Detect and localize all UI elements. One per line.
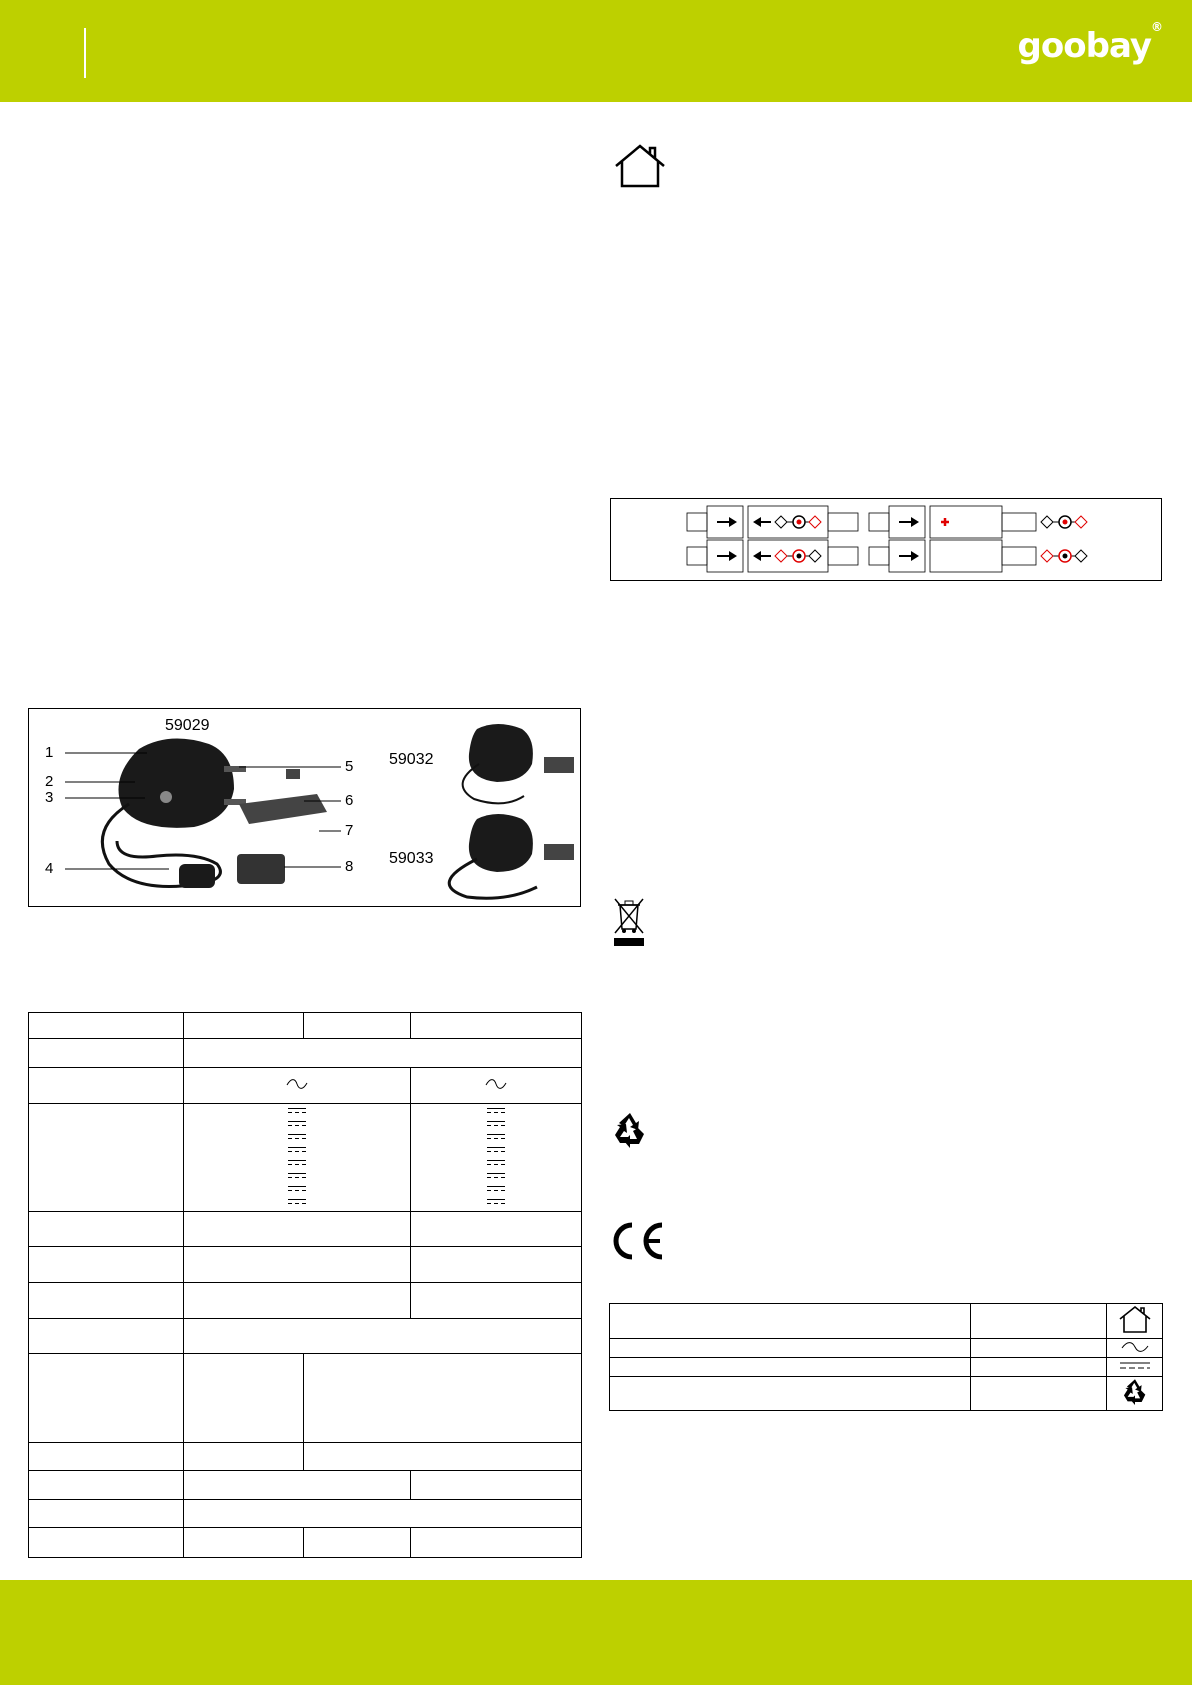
table-row [29, 1068, 582, 1104]
plus-diamond-icon [809, 516, 821, 528]
polarity-diagram [610, 498, 1162, 581]
alt-tips-shape [544, 757, 574, 773]
dc-icon [288, 1107, 306, 1116]
alt-adapter-shape [469, 814, 533, 872]
callout-2: 2 [45, 773, 54, 790]
arrow-left-icon [753, 517, 771, 527]
arrow-right-icon [899, 517, 919, 527]
dc-icon [288, 1159, 306, 1168]
callout-1: 1 [45, 744, 54, 761]
symbol-cell [1107, 1339, 1163, 1358]
dc-icon [1120, 1361, 1150, 1371]
alt-adapter-shape [469, 724, 533, 782]
table-row [29, 1528, 582, 1558]
dc-icon [487, 1172, 505, 1181]
table-row [29, 1499, 582, 1528]
header-divider [84, 28, 86, 78]
dc-icon [288, 1133, 306, 1142]
usb-adapter-shape [237, 854, 285, 884]
plus-sign-icon [941, 518, 949, 526]
center-pin-icon [797, 520, 802, 525]
model-alt-2-label: 59033 [389, 850, 434, 867]
table-row [610, 1358, 1163, 1377]
symbol-legend-table [609, 1303, 1163, 1411]
ac-sine-icon [485, 1079, 507, 1089]
tips-shape [239, 794, 327, 824]
table-row [610, 1377, 1163, 1411]
arrow-right-icon [717, 517, 737, 527]
table-row [610, 1339, 1163, 1358]
callout-8: 8 [345, 858, 354, 875]
dc-output-cell [411, 1103, 582, 1211]
model-main-label: 59029 [165, 717, 210, 734]
callout-6: 6 [345, 792, 354, 809]
callout-3: 3 [45, 789, 54, 806]
recycle-icon [611, 1110, 649, 1148]
table-row [29, 1442, 582, 1471]
dc-icon [288, 1198, 306, 1207]
dc-icon [487, 1159, 505, 1168]
dc-icon [288, 1146, 306, 1155]
dc-icon [487, 1146, 505, 1155]
dc-icon [487, 1120, 505, 1129]
dc-icon [288, 1172, 306, 1181]
minus-diamond-icon [775, 516, 787, 528]
callout-5: 5 [345, 758, 354, 775]
header-bar [0, 0, 1192, 102]
model-alt-1-label: 59032 [389, 751, 434, 768]
symbol-cell [1107, 1358, 1163, 1377]
polarity-row-1 [687, 506, 1087, 538]
product-image-frame [28, 708, 581, 907]
symbol-cell [1107, 1304, 1163, 1339]
product-illustration [29, 709, 580, 906]
ce-mark-icon [610, 1221, 666, 1261]
crossed-bin-icon [612, 895, 646, 947]
callout-7: 7 [345, 822, 354, 839]
dc-icon [487, 1107, 505, 1116]
table-row [29, 1103, 582, 1211]
table-row [610, 1304, 1163, 1339]
dc-icon [288, 1185, 306, 1194]
ac-sine-icon [286, 1079, 308, 1089]
table-row [29, 1211, 582, 1247]
table-row [29, 1282, 582, 1318]
house-icon [613, 144, 667, 188]
dc-icon [487, 1133, 505, 1142]
dc-icon [288, 1120, 306, 1129]
table-row [29, 1354, 582, 1443]
dc-icon [487, 1185, 505, 1194]
house-icon [1118, 1305, 1152, 1333]
table-row [29, 1039, 582, 1068]
table-row [29, 1318, 582, 1354]
tip-single-shape [286, 769, 300, 779]
recycle-icon [1121, 1377, 1149, 1405]
table-row [29, 1247, 582, 1283]
table-row [29, 1013, 582, 1039]
ac-input-cell [411, 1068, 582, 1104]
ac-sine-icon [1121, 1342, 1149, 1352]
polarity-row-2 [687, 540, 1087, 572]
footer-bar [0, 1580, 1192, 1685]
alt-tips-shape [544, 844, 574, 860]
table-row [29, 1471, 582, 1500]
symbol-cell [1107, 1377, 1163, 1411]
adapter-body-shape [118, 739, 234, 828]
dc-icon [487, 1198, 505, 1207]
ac-input-cell [184, 1068, 411, 1104]
goobay-logo: goobay® [1017, 19, 1162, 66]
dc-output-cell [184, 1103, 411, 1211]
callout-4: 4 [45, 860, 54, 877]
voltage-dial-shape [160, 791, 172, 803]
specification-table [28, 1012, 582, 1558]
output-socket-shape [179, 864, 215, 888]
